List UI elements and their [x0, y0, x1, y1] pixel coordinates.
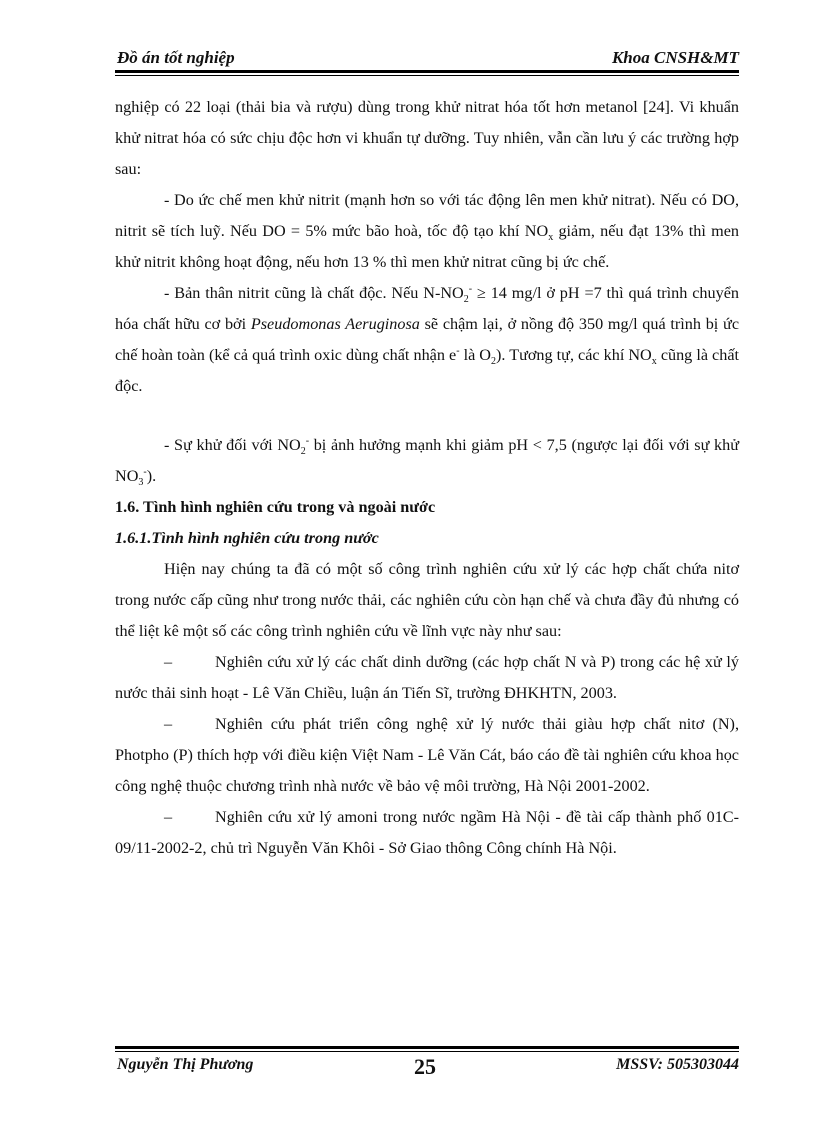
- paragraph: - Do ức chế men khử nitrit (mạnh hơn so với tác động lên men khử nitrat). Nếu có DO, nitrit sẽ tích luỹ. Nếu DO = 5% mức bão hoà, tốc độ tạo khí $NO_x$ giảm, nếu đạt 13% thì men khử nitrit không hoạt động, nếu hơn 13 % thì men khử nitrat cũng bị ức chế.: [115, 191, 739, 271]
- paragraph: - Bản thân nitrit cũng là chất độc. Nếu $N-NO_2^- \ge 14$ mg/l ở pH =7 thì quá trình chuyển hóa chất hữu cơ bởi Pseudomonas Aeruginosa sẽ chậm lại, ở nồng độ 350 mg/l quá trình bị ức chế hoàn toàn (kể cả quá trình oxic dùng chất nhận e- là $O_2$). Tương tự, các khí $NO_x$ cũng là chất độc.: [115, 283, 740, 395]
- page-footer: [115, 1054, 739, 1080]
- author-name: Nguyễn Thị Phương: [117, 1056, 254, 1073]
- header-rule-thick: [115, 70, 739, 73]
- header-rule-thin: [115, 75, 739, 76]
- subsection-heading: 1.6.1.Tình hình nghiên cứu trong nước: [115, 529, 379, 547]
- paragraph: nghiệp có 22 loại (thải bia và rượu) dùng trong khử nitrat hóa tốt hơn metanol [24]. Vi khuẩn khử nitrat hóa có sức chịu độc hơn vi khuẩn tự dưỡng. Tuy nhiên, vẫn cần lưu ý các trường hợp sau:: [115, 98, 739, 178]
- header-left-title: Đồ án tốt nghiệp: [117, 48, 235, 67]
- list-item: – Nghiên cứu xử lý các chất dinh dưỡng (các hợp chất N và P) trong các hệ xử lý nước thải sinh hoạt - Lê Văn Chiều, luận án Tiến Sĩ, trường ĐHKHTN, 2003.: [115, 647, 739, 709]
- dash-marker: –: [164, 808, 173, 826]
- paragraph: - Sự khử đối với $NO_2^-$ bị ảnh hưởng mạnh khi giảm pH < 7,5 (ngược lại đối với sự khử $NO_3^-$).: [115, 435, 739, 489]
- header-right-title: Khoa CNSH&MT: [611, 48, 739, 67]
- footer-rule-thin: [115, 1051, 739, 1052]
- spacer: [115, 402, 739, 430]
- section-heading: 1.6. Tình hình nghiên cứu trong và ngoài nước: [115, 498, 436, 516]
- page-header: [115, 48, 739, 72]
- student-id: MSSV: 505303044: [616, 1056, 739, 1073]
- page-number: 25: [414, 1054, 436, 1079]
- footer-rule-thick: [115, 1046, 739, 1049]
- list-item: – Nghiên cứu phát triển công nghệ xử lý nước thải giàu hợp chất nitơ (N), Photpho (P) thích hợp với điều kiện Việt Nam - Lê Văn Cát, báo cáo đề tài nghiên cứu khoa học công nghệ thuộc chương trình nhà nước về bảo vệ môi trường, Hà Nội 2001-2002.: [115, 709, 739, 802]
- paragraph: Hiện nay chúng ta đã có một số công trình nghiên cứu xử lý các hợp chất chứa nitơ trong nước cấp cũng như trong nước thải, các nghiên cứu còn hạn chế và chưa đầy đủ nhưng có thể liệt kê một số các công trình nghiên cứu về lĩnh vực này như sau:: [115, 560, 739, 640]
- page-body: [115, 92, 739, 864]
- dash-marker: –: [164, 653, 173, 671]
- dash-marker: –: [164, 715, 173, 733]
- list-item: – Nghiên cứu xử lý amoni trong nước ngầm Hà Nội - đề tài cấp thành phố 01C-09/11-2002-2, chủ trì Nguyễn Văn Khôi - Sở Giao thông Công chính Hà Nội.: [115, 802, 739, 864]
